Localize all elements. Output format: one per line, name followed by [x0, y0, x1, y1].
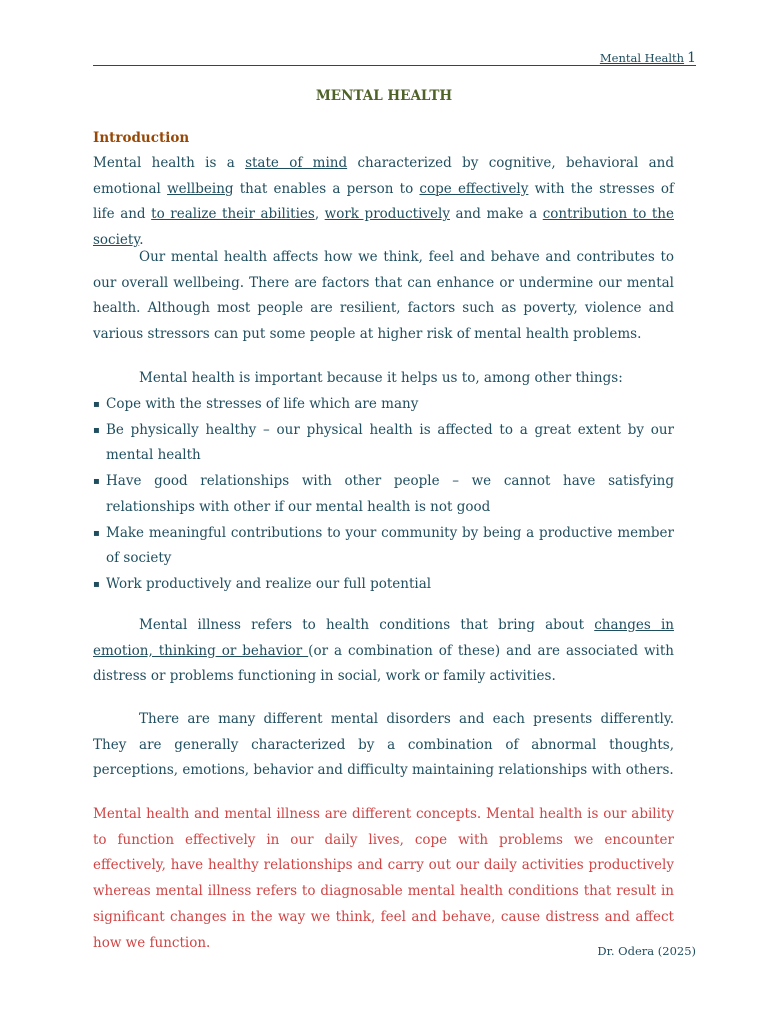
list-item [93, 392, 674, 418]
intro-text: with the stresses of life and [93, 180, 675, 223]
footer-citation: Dr. Odera (2025) [597, 944, 696, 958]
paragraph-text: Mental illness refers to health conditions that bring about [139, 617, 595, 633]
document-title: MENTAL HEALTH [315, 88, 453, 104]
importance-paragraph: Mental health is important because it helps us to, among other things: [139, 370, 623, 386]
list-item-text: Have good relationships with other people – we cannot have satisfying relationships with other if our mental health is not good [106, 473, 674, 515]
underlined-term: wellbeing [167, 180, 234, 197]
underlined-term: cope effectively [419, 180, 529, 197]
list-item [93, 469, 674, 520]
intro-text: characterized by cognitive, behavioral and emotional [93, 155, 674, 197]
bullet-icon: ▪ [93, 578, 100, 590]
wellbeing-paragraph: Our mental health affects how we think, feel and behave and contributes to our overall wellbeing. There are factors that can enhance or undermine our mental health. Although most people are resilient, factors such as poverty, violence and various stressors can put some people at higher risk of mental health problems. [93, 249, 674, 343]
underlined-term: state of mind [245, 155, 348, 171]
list-item-text: Be physically healthy – our physical health is affected to a great extent by our mental health [106, 421, 674, 464]
bullet-icon: ▪ [93, 424, 100, 436]
underlined-term: work productively [324, 206, 450, 223]
underlined-term: contribution to the society [93, 206, 674, 249]
list-item [93, 418, 674, 469]
intro-text: that enables a person to [233, 180, 420, 197]
header-label: Mental Health [599, 51, 685, 65]
page-number: 1 [687, 50, 696, 66]
header-text [600, 50, 696, 66]
intro-text: Mental health is a [93, 155, 246, 171]
list-item [93, 521, 674, 572]
bullet-icon: ▪ [93, 399, 100, 410]
bullet-icon: ▪ [93, 527, 100, 539]
mental-illness-paragraph [93, 613, 674, 690]
paragraph-text: (or a combination of these) and are associated with distress or problems functioning in social, work or family activities. [93, 642, 674, 685]
bullet-icon: ▪ [93, 476, 100, 488]
list-item-text: Make meaningful contributions to your community by being a productive member of society [106, 524, 674, 567]
intro-paragraph [93, 151, 674, 254]
page-header [93, 50, 696, 66]
list-item-text: Work productively and realize our full potential [106, 575, 432, 592]
list-item [93, 572, 674, 598]
intro-text: , [314, 206, 325, 223]
intro-text: and make a [449, 206, 543, 223]
intro-text: . [139, 232, 144, 249]
underlined-term: to realize their abilities [151, 206, 315, 223]
intro-heading: Introduction [93, 130, 190, 146]
disorders-paragraph: There are many different mental disorders and each presents differently. They are generally characterized by a combination of abnormal thoughts, perceptions, emotions, behavior and difficulty maintaining relationships with others. [93, 711, 674, 779]
concepts-paragraph: Mental health and mental illness are different concepts. Mental health is our ability to function effectively in our daily lives, cope with problems we encounter effectively, have healthy relationships and carry out our daily activities productively whereas mental illness refers to diagnosable mental health conditions that result in significant changes in the way we think, feel and behave, cause distress and affect how we function. [93, 806, 674, 951]
underlined-term: changes in emotion, thinking or behavior [93, 617, 674, 659]
list-item-text: Cope with the stresses of life which are many [106, 396, 419, 412]
benefits-list [93, 392, 674, 598]
